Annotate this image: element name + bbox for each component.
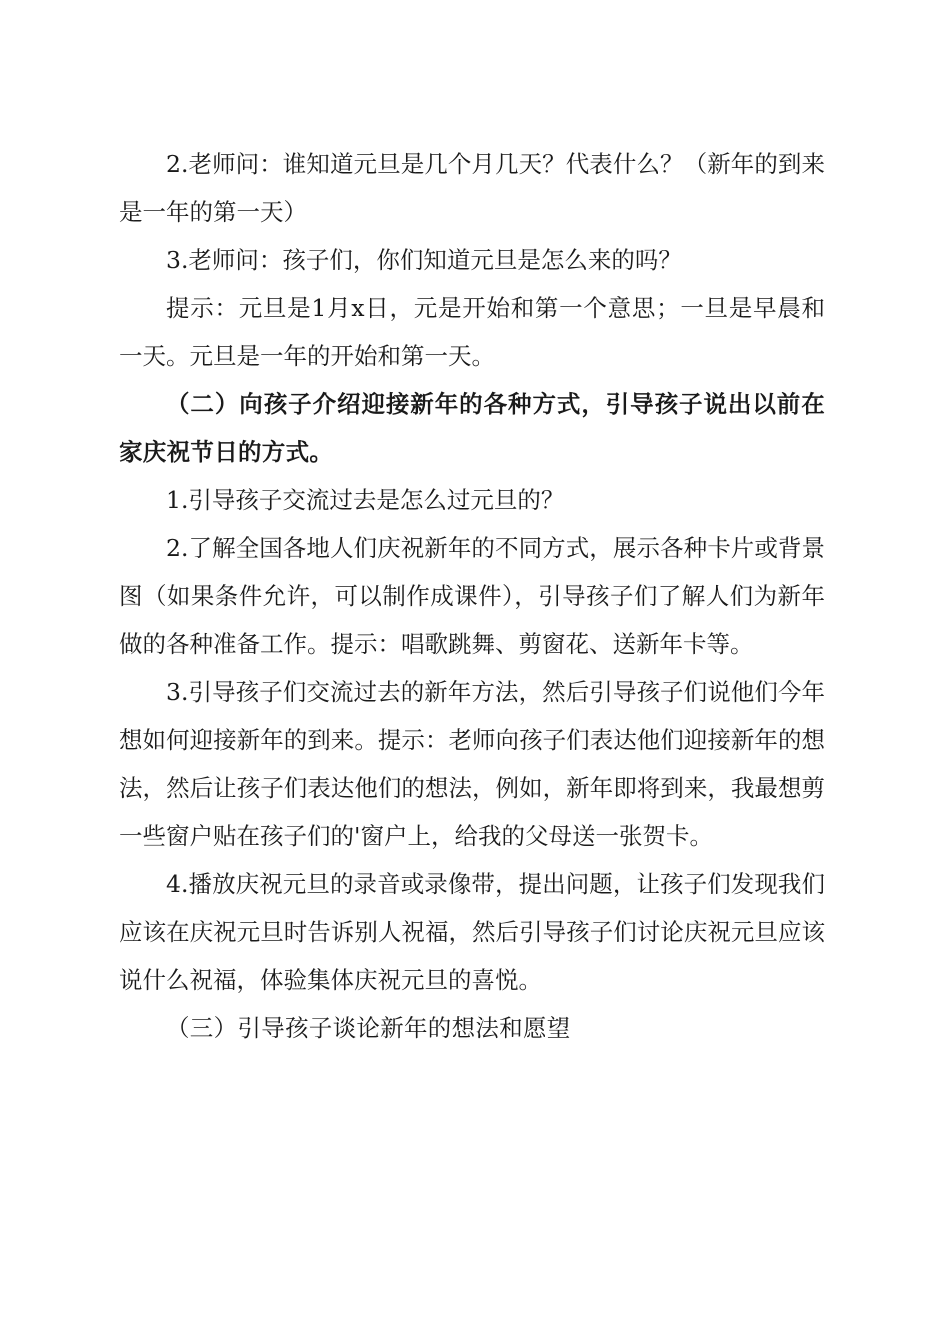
- paragraph-question-2: 2.老师问：谁知道元旦是几个月几天？代表什么？（新年的到来是一年的第一天）: [119, 150, 825, 226]
- paragraph-item-4: 4.播放庆祝元旦的录音或录像带，提出问题，让孩子们发现我们应该在庆祝元旦时告诉别人祝福，然后引导孩子们讨论庆祝元旦应该说什么祝福，体验集体庆祝元旦的喜悦。: [119, 870, 825, 994]
- section-heading-2: （二）向孩子介绍迎接新年的各种方式，引导孩子说出以前在家庆祝节日的方式。: [119, 390, 825, 466]
- paragraph-hint: 提示：元旦是1月x日，元是开始和第一个意思；一旦是早晨和一天。元旦是一年的开始和第一天。: [119, 294, 825, 370]
- paragraph-question-3: 3.老师问：孩子们，你们知道元旦是怎么来的吗？: [166, 246, 682, 274]
- document-body: [119, 140, 825, 1052]
- section-heading-3: （三）引导孩子谈论新年的想法和愿望: [166, 1014, 571, 1042]
- paragraph-item-2: 2.了解全国各地人们庆祝新年的不同方式，展示各种卡片或背景图（如果条件允许，可以制作成课件），引导孩子们了解人们为新年做的各种准备工作。提示：唱歌跳舞、剪窗花、送新年卡等。: [119, 534, 825, 658]
- paragraph-item-1: 1.引导孩子交流过去是怎么过元旦的？: [166, 486, 565, 514]
- paragraph-item-3: 3.引导孩子们交流过去的新年方法，然后引导孩子们说他们今年想如何迎接新年的到来。提示：老师向孩子们表达他们迎接新年的想法，然后让孩子们表达他们的想法，例如，新年即将到来，我最想剪一些窗户贴在孩子们的'窗户上，给我的父母送一张贺卡。: [119, 678, 825, 850]
